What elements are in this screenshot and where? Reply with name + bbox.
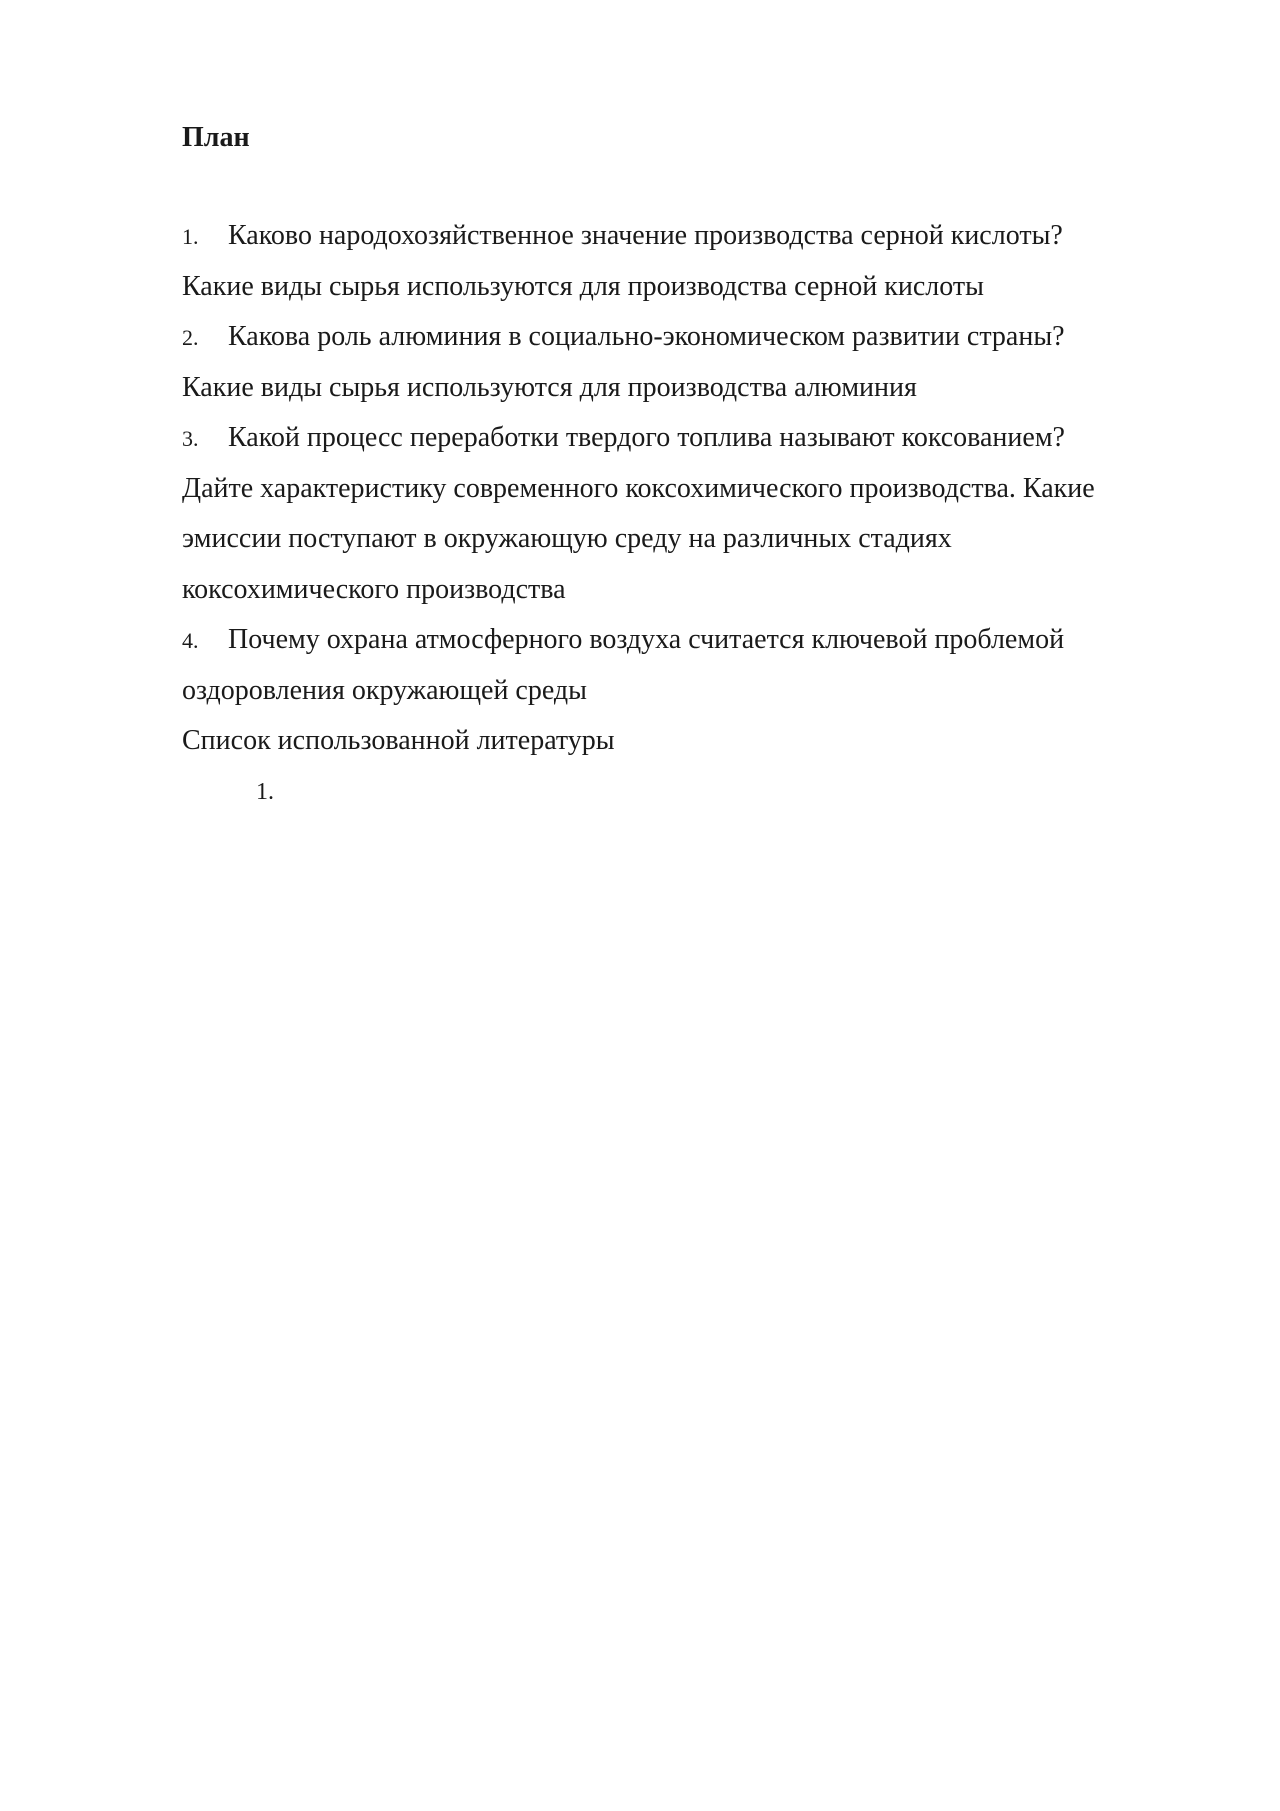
- plan-item-line: эмиссии поступают в окружающую среду на различных стадиях: [182, 523, 952, 554]
- page-title: План: [182, 122, 250, 153]
- plan-item-line: оздоровления окружающей среды: [182, 674, 587, 706]
- plan-item-line: [182, 211, 1182, 262]
- item-text: Каково народохозяйственное значение производства серной кислоты?: [228, 220, 1063, 251]
- reference-number: 1.: [256, 778, 274, 805]
- reference-item: [182, 767, 1182, 818]
- plan-item-4: [182, 615, 1182, 716]
- plan-item-line: [182, 615, 1182, 666]
- item-number: 1.: [182, 224, 199, 249]
- plan-content: [182, 211, 1182, 817]
- plan-item-line: Какие виды сырья используются для производства алюминия: [182, 371, 917, 403]
- plan-item-line: [182, 413, 1182, 464]
- item-number: 2.: [182, 325, 199, 350]
- plan-item-line: Дайте характеристику современного коксохимического производства. Какие: [182, 472, 1095, 504]
- plan-item-line: Какие виды сырья используются для производства серной кислоты: [182, 270, 984, 302]
- plan-item-line: [182, 312, 1182, 363]
- item-number: 3.: [182, 426, 199, 451]
- plan-item-2: [182, 312, 1182, 413]
- item-text: Какой процесс переработки твердого топлива называют коксованием?: [228, 422, 1065, 453]
- plan-item-1: [182, 211, 1182, 312]
- item-text: Какова роль алюминия в социально-экономическом развитии страны?: [228, 321, 1065, 352]
- references-list: [182, 767, 1182, 818]
- plan-item-line: коксохимического производства: [182, 573, 566, 605]
- item-text: Почему охрана атмосферного воздуха считается ключевой проблемой: [228, 624, 1065, 655]
- plan-item-3: [182, 413, 1182, 615]
- item-number: 4.: [182, 628, 199, 653]
- references-title: Список использованной литературы: [182, 725, 615, 756]
